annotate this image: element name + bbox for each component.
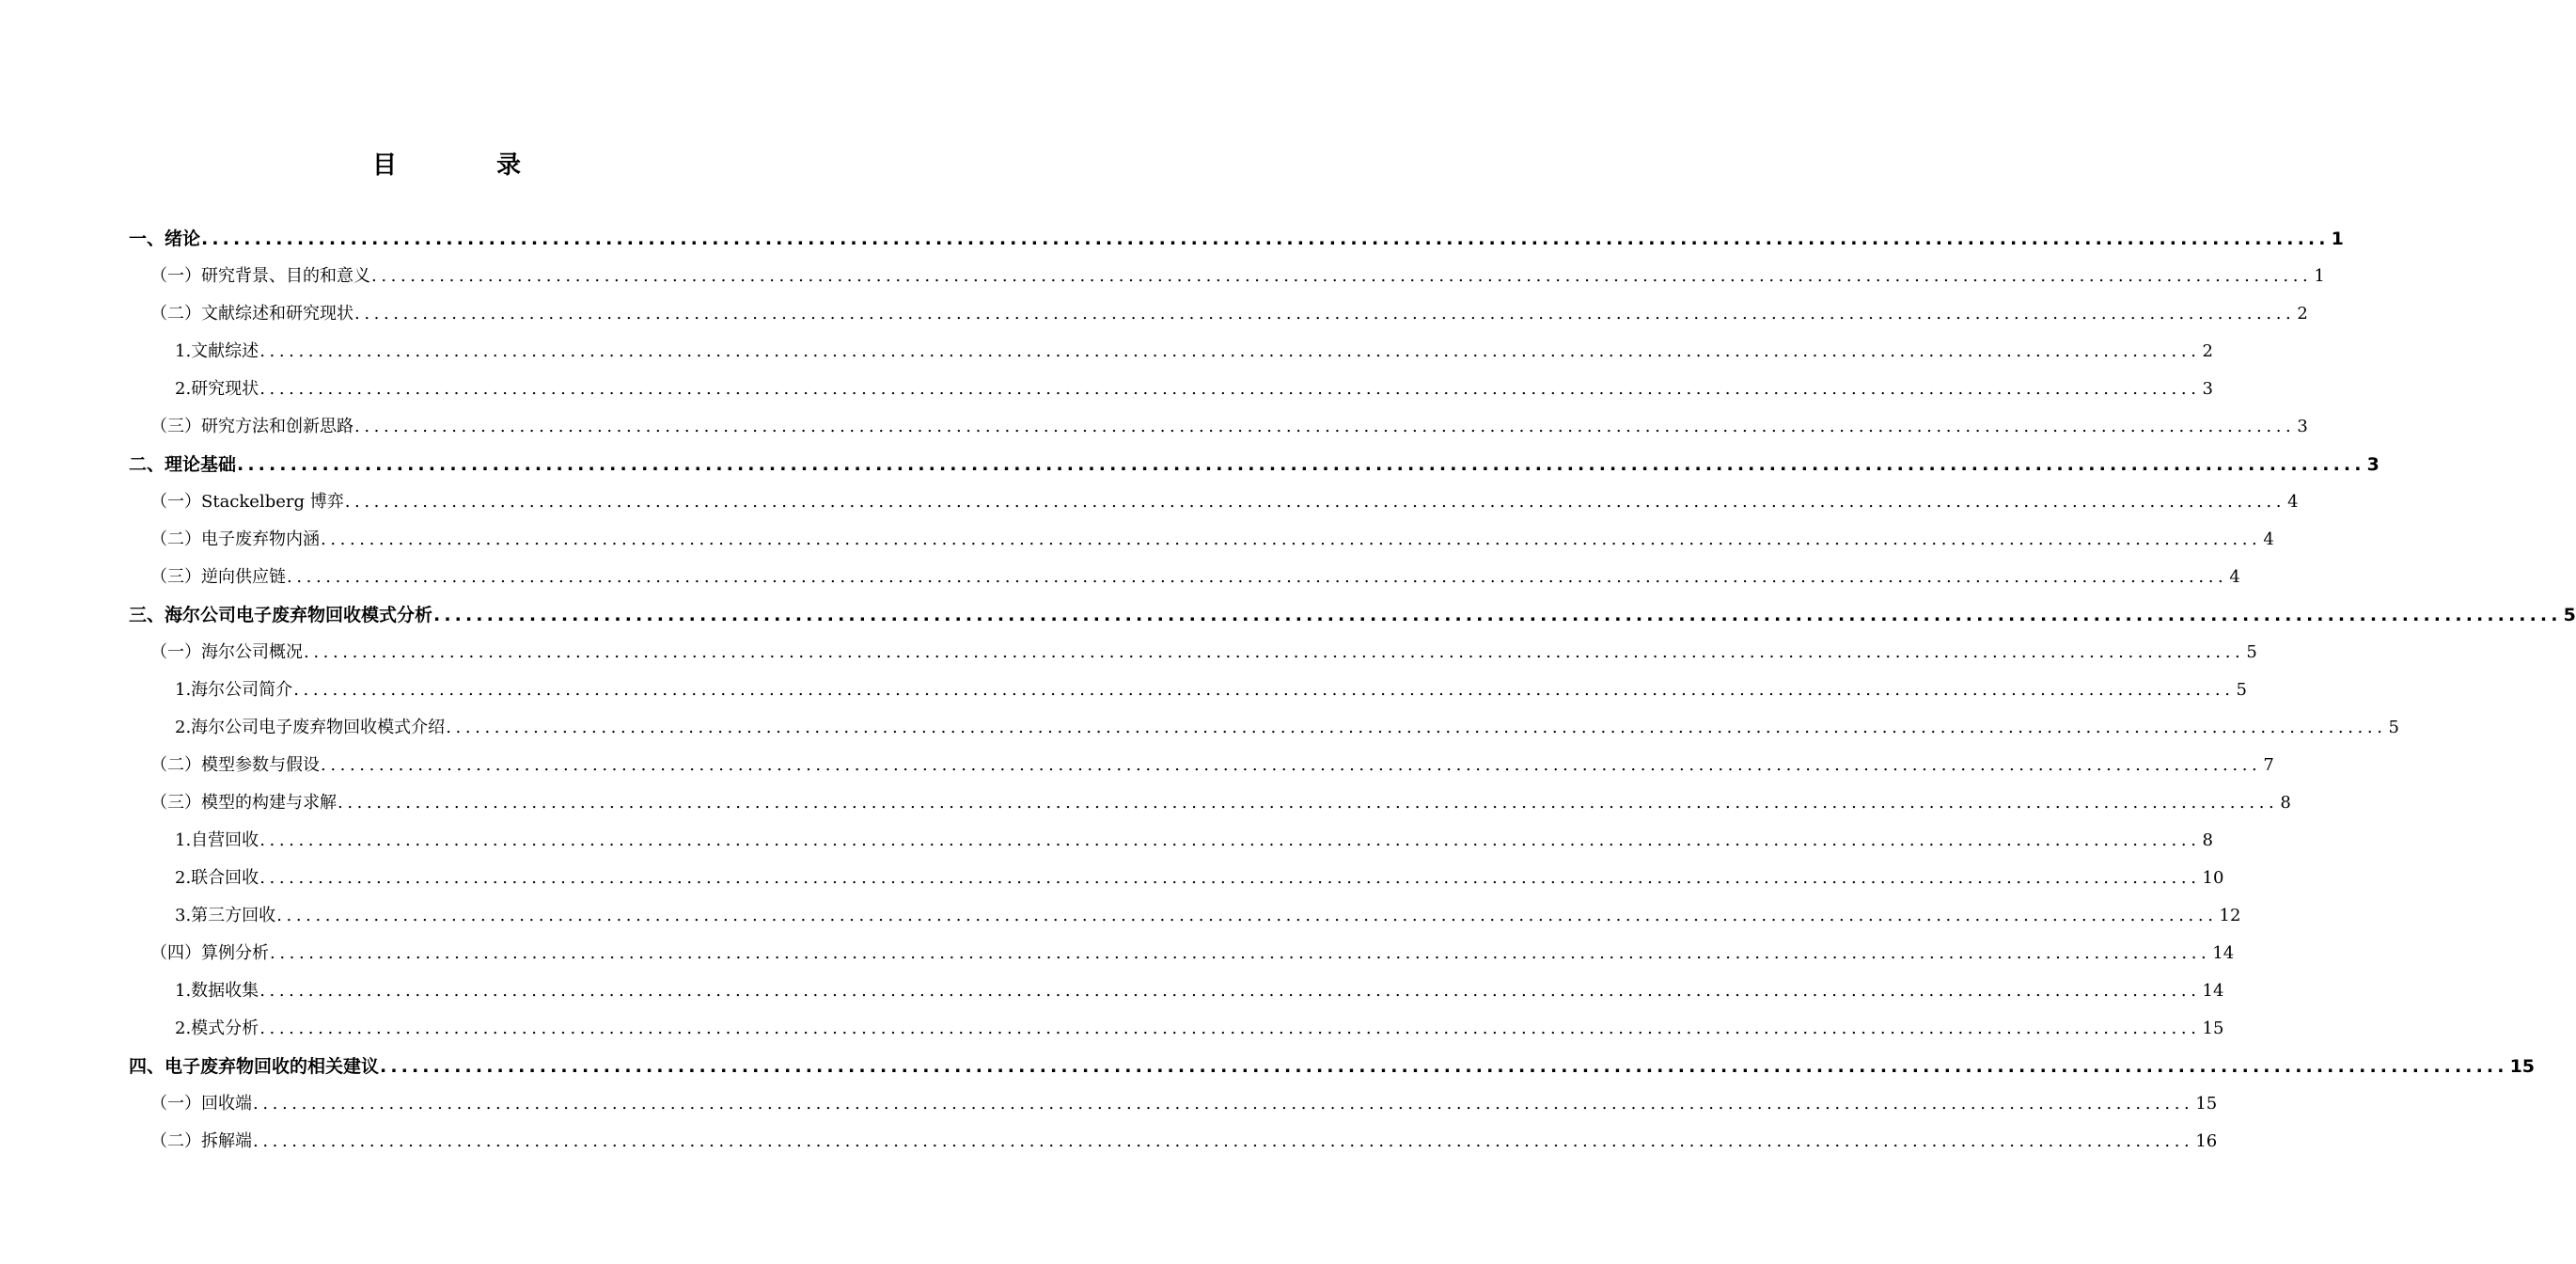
toc-dot-leader: ........................................................................................................................................................................................................: [321, 755, 2262, 775]
toc-entry-page-number: 3: [2297, 417, 2308, 436]
toc-entry[interactable]: [150, 634, 2257, 672]
toc-entry-label: （二）拆解端: [150, 1131, 252, 1151]
toc-entry[interactable]: [150, 935, 2235, 972]
toc-entry[interactable]: [150, 483, 2299, 521]
toc-entry-page-number: 2: [2297, 304, 2308, 324]
toc-dot-leader: ........................................................................................................................................................................................................: [321, 529, 2262, 549]
toc-entry-label: （一）海尔公司概况: [150, 642, 303, 662]
toc-entry[interactable]: [175, 972, 2224, 1010]
toc-entry[interactable]: [129, 220, 2344, 258]
toc-entry-page-number: 4: [2287, 492, 2299, 512]
toc-entry-label: （三）逆向供应链: [150, 567, 286, 587]
toc-entry-page-number: 4: [2263, 529, 2274, 549]
toc-entry-label: 1.海尔公司简介: [175, 680, 293, 700]
toc-entry-page-number: 12: [2219, 906, 2241, 925]
toc-entry[interactable]: [175, 333, 2213, 371]
toc-entry-page-number: 14: [2202, 981, 2224, 1001]
toc-entry-page-number: 15: [2202, 1019, 2224, 1038]
toc-dot-leader: ........................................................................................................................................................................................................: [354, 417, 2296, 436]
toc-dot-leader: ........................................................................................................................................................................................................: [201, 229, 2330, 249]
toc-dot-leader: ........................................................................................................................................................................................................: [371, 266, 2313, 286]
toc-entry-page-number: 3: [2366, 454, 2380, 475]
toc-entry[interactable]: [150, 295, 2308, 333]
toc-entry-label: （一）Stackelberg 博弈: [150, 492, 344, 512]
toc-entry-label: （三）模型的构建与求解: [150, 793, 337, 813]
toc-entry-label: （二）电子废弃物内涵: [150, 529, 320, 549]
toc-entry[interactable]: [175, 822, 2213, 860]
toc-entry-page-number: 1: [2331, 229, 2344, 249]
toc-entry[interactable]: [150, 258, 2325, 295]
toc-entry[interactable]: [175, 897, 2241, 935]
toc-dot-leader: ........................................................................................................................................................................................................: [446, 718, 2387, 737]
toc-entry-label: （一）研究背景、目的和意义: [150, 266, 370, 286]
toc-entry[interactable]: [175, 1010, 2224, 1048]
toc-entry-page-number: 5: [2246, 642, 2257, 662]
toc-dot-leader: ........................................................................................................................................................................................................: [433, 605, 2562, 625]
toc-entry[interactable]: [175, 672, 2247, 709]
toc-dot-leader: ........................................................................................................................................................................................................: [338, 793, 2279, 813]
toc-dot-leader: ........................................................................................................................................................................................................: [270, 943, 2211, 963]
toc-entry-label: 一、绪论: [129, 229, 201, 249]
toc-dot-leader: ........................................................................................................................................................................................................: [253, 1131, 2194, 1151]
toc-entry-label: （四）算例分析: [150, 943, 269, 963]
toc-dot-leader: ........................................................................................................................................................................................................: [259, 868, 2201, 888]
toc-entry-label: （一）回收端: [150, 1094, 252, 1114]
toc-entry[interactable]: [150, 784, 2291, 822]
toc-entry-label: （三）研究方法和创新思路: [150, 417, 353, 436]
toc-dot-leader: ........................................................................................................................................................................................................: [259, 341, 2201, 361]
page-title: 目 录: [371, 151, 558, 180]
toc-dot-leader: ........................................................................................................................................................................................................: [237, 454, 2365, 475]
toc-entry[interactable]: [150, 1123, 2218, 1161]
toc-entry[interactable]: [175, 860, 2224, 897]
toc-entry-label: 3.第三方回收: [175, 906, 276, 925]
toc-entry[interactable]: [175, 709, 2399, 747]
toc-dot-leader: ........................................................................................................................................................................................................: [354, 304, 2296, 324]
toc-entry-page-number: 5: [2236, 680, 2247, 700]
toc-entry[interactable]: [150, 747, 2274, 784]
toc-entry-label: 1.自营回收: [175, 830, 259, 850]
toc-entry-page-number: 15: [2195, 1094, 2218, 1114]
toc-entry-label: 1.文献综述: [175, 341, 259, 361]
toc-entry-label: 二、理论基础: [129, 454, 237, 475]
toc-entry[interactable]: [129, 1048, 2536, 1085]
toc-entry[interactable]: [150, 559, 2240, 596]
toc-entry[interactable]: [129, 446, 2380, 483]
toc-entry-label: 四、电子废弃物回收的相关建议: [129, 1056, 380, 1077]
toc-dot-leader: ........................................................................................................................................................................................................: [259, 830, 2201, 850]
toc-entry-label: 2.海尔公司电子废弃物回收模式介绍: [175, 718, 446, 737]
toc-entry-page-number: 7: [2263, 755, 2274, 775]
toc-dot-leader: ........................................................................................................................................................................................................: [276, 906, 2218, 925]
toc-dot-leader: ........................................................................................................................................................................................................: [259, 1019, 2201, 1038]
toc-entry-page-number: 10: [2202, 868, 2224, 888]
toc-entry[interactable]: [129, 596, 2576, 634]
toc-dot-leader: ........................................................................................................................................................................................................: [344, 492, 2286, 512]
toc-entry-page-number: 4: [2229, 567, 2240, 587]
toc-entry-label: （二）模型参数与假设: [150, 755, 320, 775]
toc-entry-page-number: 14: [2212, 943, 2235, 963]
toc-entry-page-number: 8: [2280, 793, 2291, 813]
toc-dot-leader: ........................................................................................................................................................................................................: [253, 1094, 2194, 1114]
toc-entry-label: 三、海尔公司电子废弃物回收模式分析: [129, 605, 433, 625]
toc-dot-leader: ........................................................................................................................................................................................................: [259, 981, 2201, 1001]
toc-entry-page-number: 5: [2563, 605, 2576, 625]
toc-entry-page-number: 1: [2314, 266, 2325, 286]
toc-dot-leader: ........................................................................................................................................................................................................: [304, 642, 2245, 662]
toc-dot-leader: ........................................................................................................................................................................................................: [293, 680, 2235, 700]
toc-entry-page-number: 8: [2202, 830, 2213, 850]
toc-entry[interactable]: [175, 371, 2213, 408]
toc-dot-leader: ........................................................................................................................................................................................................: [259, 379, 2201, 399]
toc-dot-leader: ........................................................................................................................................................................................................: [287, 567, 2228, 587]
toc-entry-label: 2.联合回收: [175, 868, 259, 888]
toc-entry-page-number: 16: [2195, 1131, 2218, 1151]
toc-entry-page-number: 2: [2202, 341, 2213, 361]
toc-entry-page-number: 3: [2202, 379, 2213, 399]
toc-dot-leader: ........................................................................................................................................................................................................: [380, 1056, 2508, 1077]
toc-entry[interactable]: [150, 1085, 2218, 1123]
toc-entry[interactable]: [150, 521, 2274, 559]
toc-entry-page-number: 5: [2388, 718, 2399, 737]
toc-entry-label: 1.数据收集: [175, 981, 259, 1001]
toc-entry-page-number: 15: [2509, 1056, 2536, 1077]
toc-entry-label: 2.研究现状: [175, 379, 259, 399]
toc-entry-label: 2.模式分析: [175, 1019, 259, 1038]
toc-entry[interactable]: [150, 408, 2308, 446]
toc-entry-label: （二）文献综述和研究现状: [150, 304, 353, 324]
